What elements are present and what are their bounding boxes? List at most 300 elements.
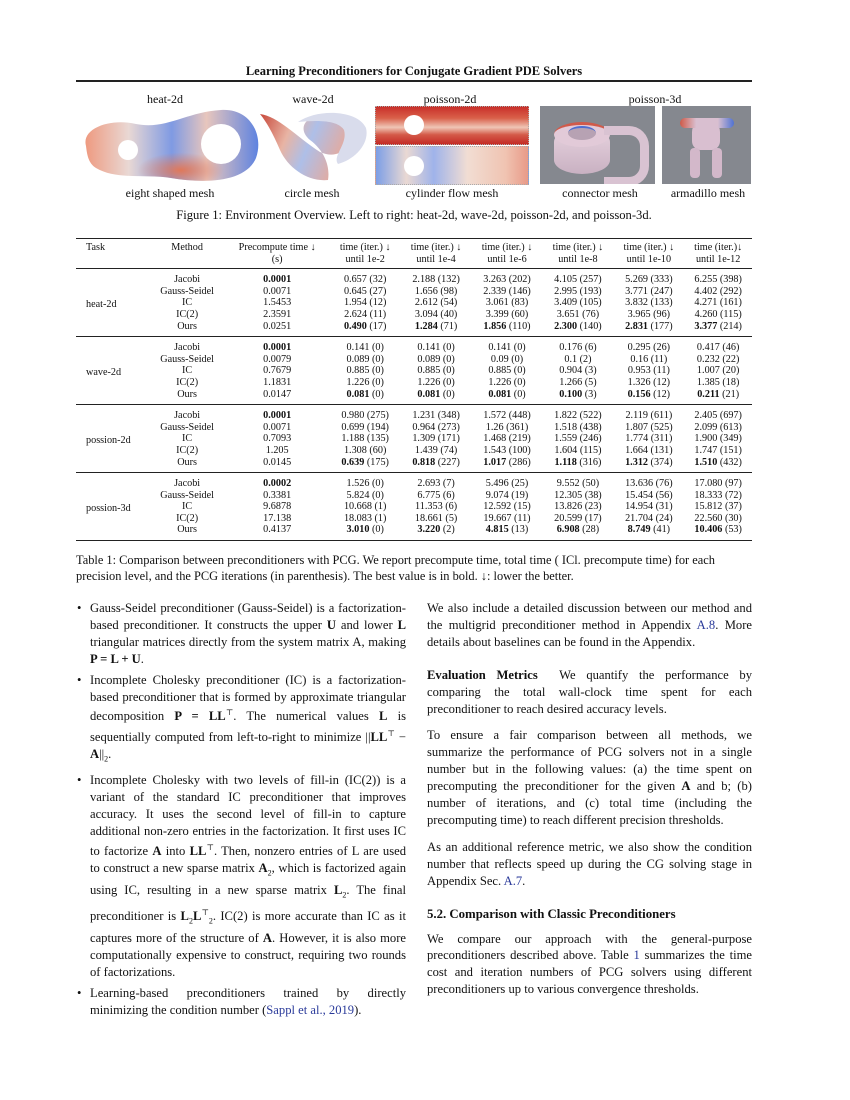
iteration-count: (7) <box>442 478 455 490</box>
time-iter-cell <box>613 286 684 298</box>
iteration-count: (38) <box>584 489 602 501</box>
iteration-count: (60) <box>369 444 387 456</box>
text-run: We also include a detailed discussion between our method and the multigrid preconditioner method in Appendix <box>427 601 752 632</box>
iteration-count: (25) <box>511 478 529 490</box>
table-row <box>76 457 752 473</box>
iteration-count: (115) <box>720 308 742 320</box>
table-row <box>76 490 752 502</box>
appendix-paragraph <box>427 600 752 651</box>
iteration-count: (0) <box>371 524 384 536</box>
text-run: is sequentially computed from left-to-right to minimize || <box>90 709 406 744</box>
method-cell: IC <box>182 365 193 377</box>
time-value: 11.353 <box>415 501 443 513</box>
task-cell: wave-2d <box>86 367 122 379</box>
text-run: ). <box>354 1002 362 1017</box>
task-group-possion-2d <box>76 405 752 473</box>
time-value: 3.965 <box>627 308 651 320</box>
time-value: 0.232 <box>696 353 720 365</box>
method-cell: IC <box>182 433 193 445</box>
iteration-count: (2) <box>442 524 455 536</box>
time-iter-cell <box>684 405 752 422</box>
precompute-cell: 0.7679 <box>263 365 292 377</box>
iteration-count: (132) <box>437 274 460 286</box>
time-value: 18.661 <box>414 512 443 524</box>
time-value: 18.083 <box>343 512 372 524</box>
table-caption: Table 1: Comparison between preconditioners with PCG. We report precompute time, total time ( ICl. precompute time) for each precision level, and the PCG iterations (in parenthesis). The best value is in bold. ↓: lower the better. <box>76 553 715 583</box>
method-cell: Gauss-Seidel <box>160 285 214 297</box>
time-value: 0.081 <box>488 388 512 400</box>
precompute-cell: 0.0145 <box>263 456 292 468</box>
text-run: A <box>90 746 100 761</box>
time-value: 0.885 <box>346 365 370 377</box>
time-iter-cell <box>472 297 543 309</box>
time-iter-cell <box>613 365 684 377</box>
time-value: 0.953 <box>627 365 651 377</box>
iteration-count: (611) <box>650 410 673 422</box>
text-run: triangular matrices directly from the system matrix A, making <box>90 634 406 649</box>
column-header-text: until 1e-12 <box>695 253 741 265</box>
time-iter-cell <box>613 473 684 490</box>
evaluation-metrics-heading: Evaluation Metrics <box>427 667 538 682</box>
iteration-count: (0) <box>371 388 384 400</box>
iteration-count: (3) <box>584 388 597 400</box>
iteration-count: (0) <box>371 478 384 490</box>
iteration-count: (28) <box>582 524 600 536</box>
time-value: 1.312 <box>625 456 648 468</box>
time-iter-cell <box>542 389 613 405</box>
text-run: L <box>378 709 388 724</box>
task-cell: possion-2d <box>86 435 131 447</box>
time-iter-cell <box>472 490 543 502</box>
method-cell: Ours <box>177 456 198 468</box>
time-iter-cell <box>613 354 684 366</box>
iteration-count: (348) <box>437 410 460 422</box>
wave-2d-circle-mesh-image <box>258 108 370 186</box>
time-iter-cell <box>472 445 543 457</box>
text-run: U <box>326 617 336 632</box>
text-run: − <box>394 729 406 744</box>
iteration-count: (448) <box>508 410 531 422</box>
column-header-text: time (iter.) ↓ <box>481 242 533 253</box>
time-iter-cell <box>542 457 613 473</box>
column-header-text: until 1e-10 <box>626 253 672 265</box>
text-run: L <box>180 908 189 923</box>
column-header-text: until 1e-6 <box>487 253 527 265</box>
time-value: 1.118 <box>554 456 577 468</box>
precompute-cell: 0.0001 <box>263 342 292 354</box>
time-iter-cell <box>684 269 752 286</box>
iteration-count: (286) <box>508 456 531 468</box>
time-iter-cell <box>330 501 401 513</box>
time-value: 1.822 <box>554 410 578 422</box>
time-value: 2.831 <box>625 320 648 332</box>
citation-link[interactable]: A.7 <box>503 873 523 888</box>
precompute-cell: 1.205 <box>265 444 289 456</box>
time-iter-cell <box>613 490 684 502</box>
time-iter-cell <box>613 501 684 513</box>
iteration-count: (3) <box>584 365 597 377</box>
iteration-count: (0) <box>513 365 526 377</box>
time-iter-cell <box>542 524 613 540</box>
time-value: 4.105 <box>554 274 578 286</box>
time-value: 21.704 <box>625 512 654 524</box>
time-iter-cell <box>401 457 472 473</box>
time-value: 13.636 <box>625 478 654 490</box>
time-iter-cell <box>684 309 752 321</box>
time-iter-cell <box>401 309 472 321</box>
citation-link[interactable]: 1 <box>633 948 640 963</box>
time-iter-cell <box>401 337 472 354</box>
iteration-count: (22) <box>722 353 740 365</box>
time-iter-cell <box>472 377 543 389</box>
time-value: 13.826 <box>554 501 583 513</box>
time-value: 3.094 <box>414 308 438 320</box>
column-header <box>401 239 472 269</box>
time-value: 3.651 <box>556 308 580 320</box>
time-iter-cell <box>401 365 472 377</box>
iteration-count: (333) <box>650 274 673 286</box>
time-value: 1.526 <box>346 478 370 490</box>
method-cell: Jacobi <box>174 342 201 354</box>
iteration-count: (193) <box>579 285 602 297</box>
time-iter-cell <box>613 389 684 405</box>
iteration-count: (0) <box>371 489 384 501</box>
iteration-count: (349) <box>719 433 742 445</box>
iteration-count: (438) <box>579 421 602 433</box>
iteration-count: (27) <box>369 285 387 297</box>
time-iter-cell <box>401 501 472 513</box>
table-row <box>76 321 752 337</box>
poisson-3d-connector-mesh-image <box>540 106 655 184</box>
text-run: . More details about baselines can be found in the Appendix. <box>427 617 752 649</box>
time-value: 2.188 <box>412 274 436 286</box>
time-value: 0.089 <box>417 353 441 365</box>
iteration-count: (0) <box>511 353 524 365</box>
text-run: L <box>192 908 202 923</box>
time-value: 0.211 <box>697 388 720 400</box>
time-iter-cell <box>684 337 752 354</box>
iteration-count: (71) <box>440 320 458 332</box>
time-iter-cell <box>684 524 752 540</box>
time-value: 0.818 <box>412 456 436 468</box>
task-group-wave-2d <box>76 337 752 405</box>
column-header-text: until 1e-2 <box>345 253 385 265</box>
time-iter-cell <box>613 269 684 286</box>
text-run: As an additional reference metric, we also show the condition number that reflects speed up during the CG solving stage in Appendix Sec. <box>427 839 752 888</box>
evaluation-metrics-paragraph <box>427 667 752 718</box>
iteration-count: (30) <box>724 512 742 524</box>
column-header-text: Precompute time ↓ <box>238 242 316 253</box>
iteration-count: (151) <box>719 444 742 456</box>
baseline-list <box>76 600 406 1019</box>
table-row <box>76 473 752 490</box>
iteration-count: (96) <box>653 308 671 320</box>
text-run: . Then, nonzero entries of L are used to construct a new sparse matrix <box>90 843 407 875</box>
iteration-count: (0) <box>442 353 455 365</box>
time-iter-cell <box>613 433 684 445</box>
iteration-count: (175) <box>366 456 389 468</box>
time-value: 2.624 <box>344 308 368 320</box>
time-iter-cell <box>684 286 752 298</box>
precompute-cell: 0.0079 <box>263 353 292 365</box>
column-header-text: time (iter.) ↓ <box>623 242 675 253</box>
time-iter-cell <box>330 269 401 286</box>
time-value: 0.417 <box>696 342 720 354</box>
time-value: 0.100 <box>559 388 583 400</box>
time-iter-cell <box>330 457 401 473</box>
text-run: ⊤ <box>225 708 234 718</box>
mesh-label-cylinder-flow: cylinder flow mesh <box>405 186 499 200</box>
method-cell: Jacobi <box>174 410 201 422</box>
time-iter-cell <box>330 309 401 321</box>
method-cell: IC(2) <box>176 444 199 456</box>
precompute-cell: 9.6878 <box>263 501 292 513</box>
time-iter-cell <box>472 513 543 525</box>
precompute-cell: 0.4137 <box>263 524 292 536</box>
iteration-count: (60) <box>511 308 529 320</box>
iteration-count: (0) <box>371 365 384 377</box>
table-row <box>76 405 752 422</box>
time-value: 0.09 <box>490 353 509 365</box>
title-rule <box>76 80 752 82</box>
precompute-cell: 0.0001 <box>263 410 292 422</box>
time-iter-cell <box>401 473 472 490</box>
mesh-label-eight-shaped: eight shaped mesh <box>125 186 215 200</box>
time-value: 1.226 <box>488 376 512 388</box>
time-value: 1.807 <box>625 421 648 433</box>
time-value: 1.017 <box>483 456 507 468</box>
time-value: 0.156 <box>627 388 651 400</box>
time-value: 2.995 <box>554 285 578 297</box>
heat-2d-eight-shaped-mesh-image <box>76 106 261 186</box>
column-header <box>684 239 752 269</box>
method-cell: Jacobi <box>174 274 201 286</box>
time-iter-cell <box>401 286 472 298</box>
citation-link[interactable]: A.8 <box>696 617 716 632</box>
iteration-count: (177) <box>650 320 673 332</box>
time-value: 0.699 <box>341 421 365 433</box>
baseline-list-item <box>76 672 406 768</box>
column-header <box>613 239 684 269</box>
time-iter-cell <box>472 524 543 540</box>
iteration-count: (11) <box>653 365 670 377</box>
time-value: 1.226 <box>346 376 370 388</box>
iteration-count: (275) <box>366 410 389 422</box>
mesh-label-connector: connector mesh <box>562 186 638 200</box>
time-iter-cell <box>542 297 613 309</box>
iteration-count: (72) <box>724 489 742 501</box>
time-iter-cell <box>542 309 613 321</box>
iteration-count: (76) <box>582 308 600 320</box>
iteration-count: (140) <box>579 320 602 332</box>
method-cell: Ours <box>177 388 198 400</box>
text-run: A <box>258 860 268 875</box>
condition-number-paragraph <box>427 839 752 890</box>
running-title: Learning Preconditioners for Conjugate Gradient PDE Solvers <box>245 64 583 78</box>
time-iter-cell <box>684 445 752 457</box>
figure-caption: Figure 1: Environment Overview. Left to right: heat-2d, wave-2d, poisson-2d, and poisson-3d. <box>176 208 652 222</box>
time-value: 14.954 <box>625 501 654 513</box>
iteration-count: (0) <box>513 376 526 388</box>
time-value: 1.284 <box>414 320 438 332</box>
iteration-count: (5) <box>445 512 458 524</box>
text-run: ⊤ <box>201 907 209 917</box>
time-value: 0.1 <box>564 353 578 365</box>
precompute-cell: 0.0001 <box>263 274 292 286</box>
mesh-label-circle: circle mesh <box>284 186 340 200</box>
table-row <box>76 365 752 377</box>
text-run: 2 <box>267 868 272 878</box>
time-value: 0.16 <box>630 353 649 365</box>
right-column <box>427 600 752 1008</box>
time-value: 0.657 <box>343 274 367 286</box>
time-iter-cell <box>330 473 401 490</box>
text-run: . <box>140 651 144 666</box>
citation-link[interactable]: Sappl et al., 2019 <box>266 1002 355 1017</box>
text-run: A <box>262 931 272 946</box>
time-iter-cell <box>542 422 613 434</box>
text-run: LL <box>189 843 207 858</box>
column-header-text: time (iter.) ↓ <box>339 242 391 253</box>
baseline-list-item <box>76 600 406 668</box>
time-value: 1.747 <box>694 444 718 456</box>
iteration-count: (83) <box>511 297 529 309</box>
time-value: 3.263 <box>483 274 507 286</box>
time-iter-cell <box>401 321 472 337</box>
time-value: 19.667 <box>483 512 512 524</box>
time-iter-cell <box>472 501 543 513</box>
iteration-count: (50) <box>582 478 600 490</box>
iteration-count: (46) <box>722 342 740 354</box>
time-iter-cell <box>542 337 613 354</box>
time-iter-cell <box>542 269 613 286</box>
time-iter-cell <box>401 297 472 309</box>
time-iter-cell <box>542 321 613 337</box>
time-iter-cell <box>330 445 401 457</box>
time-iter-cell <box>330 321 401 337</box>
evaluation-metrics-text: We quantify the performance by comparing the total wall-clock time spent for each preconditioner to reach desired accuracy levels. <box>427 667 753 716</box>
precompute-cell: 1.5453 <box>263 297 292 309</box>
iteration-count: (12) <box>369 297 387 309</box>
time-iter-cell <box>401 405 472 422</box>
time-iter-cell <box>684 297 752 309</box>
poisson-3d-armadillo-mesh-image <box>662 106 751 184</box>
text-run: . The numerical values <box>233 709 379 724</box>
poisson-2d-cylinder-flow-bottom-image <box>375 146 529 185</box>
text-run: 2 <box>342 890 347 900</box>
iteration-count: (11) <box>513 512 531 524</box>
time-value: 1.326 <box>627 376 651 388</box>
time-value: 1.656 <box>414 285 438 297</box>
iteration-count: (432) <box>719 456 742 468</box>
iteration-count: (1) <box>374 501 387 513</box>
time-value: 10.668 <box>343 501 372 513</box>
time-iter-cell <box>613 513 684 525</box>
time-iter-cell <box>401 422 472 434</box>
time-iter-cell <box>472 269 543 286</box>
iteration-count: (194) <box>366 421 389 433</box>
task-group-possion-3d <box>76 473 752 541</box>
iteration-count: (202) <box>508 274 531 286</box>
iteration-count: (40) <box>440 308 458 320</box>
baseline-list-item <box>76 772 406 981</box>
baseline-list-item <box>76 985 406 1019</box>
time-value: 0.885 <box>488 365 512 377</box>
time-value: 17.080 <box>694 478 723 490</box>
iteration-count: (292) <box>719 285 742 297</box>
time-value: 20.599 <box>554 512 583 524</box>
text-run: . However, it is also more computationally expensive to construct, requiring two rounds of factorizations. <box>90 931 406 980</box>
time-iter-cell <box>542 473 613 490</box>
time-iter-cell <box>472 286 543 298</box>
time-value: 1.468 <box>483 433 507 445</box>
time-iter-cell <box>401 269 472 286</box>
time-iter-cell <box>401 490 472 502</box>
time-iter-cell <box>472 337 543 354</box>
iteration-count: (0) <box>513 342 526 354</box>
column-header <box>330 239 401 269</box>
time-value: 2.099 <box>694 421 718 433</box>
time-iter-cell <box>401 524 472 540</box>
time-value: 0.639 <box>341 456 365 468</box>
iteration-count: (398) <box>719 274 742 286</box>
text-run: L <box>397 617 406 632</box>
iteration-count: (273) <box>437 421 460 433</box>
column-header-text: Task <box>86 242 106 253</box>
time-iter-cell <box>542 490 613 502</box>
method-cell: Jacobi <box>174 478 201 490</box>
time-iter-cell <box>684 513 752 525</box>
time-iter-cell <box>472 321 543 337</box>
iteration-count: (24) <box>655 512 673 524</box>
time-value: 0.645 <box>343 285 367 297</box>
time-value: 1.309 <box>412 433 436 445</box>
comparison-paragraph <box>427 931 752 999</box>
results-table <box>76 238 752 541</box>
time-value: 1.231 <box>412 410 436 422</box>
iteration-count: (32) <box>369 274 387 286</box>
time-iter-cell <box>472 405 543 422</box>
time-iter-cell <box>613 445 684 457</box>
time-value: 3.409 <box>554 297 578 309</box>
panel-label-wave-2d: wave-2d <box>292 92 334 106</box>
time-value: 0.490 <box>343 320 367 332</box>
time-iter-cell <box>330 433 401 445</box>
precompute-cell: 17.138 <box>263 512 292 524</box>
iteration-count: (97) <box>724 478 742 490</box>
table-row <box>76 501 752 513</box>
text-run: Incomplete Cholesky preconditioner (IC) is a factorization-based preconditioner that is formed by approximate triangular decomposition <box>90 672 406 724</box>
iteration-count: (0) <box>442 376 455 388</box>
iteration-count: (100) <box>508 444 531 456</box>
fair-comparison-paragraph <box>427 727 752 828</box>
text-run: 2 <box>104 754 109 764</box>
time-iter-cell <box>684 433 752 445</box>
time-iter-cell <box>472 433 543 445</box>
iteration-count: (5) <box>584 376 597 388</box>
panel-label-poisson-3d: poisson-3d <box>628 92 682 106</box>
iteration-count: (31) <box>655 501 673 513</box>
time-value: 0.176 <box>559 342 583 354</box>
iteration-count: (76) <box>655 478 673 490</box>
iteration-count: (257) <box>579 274 602 286</box>
time-iter-cell <box>613 321 684 337</box>
time-value: 1.954 <box>343 297 367 309</box>
precompute-cell: 0.0251 <box>263 320 292 332</box>
iteration-count: (26) <box>653 342 671 354</box>
time-iter-cell <box>684 354 752 366</box>
column-header-text: time (iter.) ↓ <box>552 242 604 253</box>
